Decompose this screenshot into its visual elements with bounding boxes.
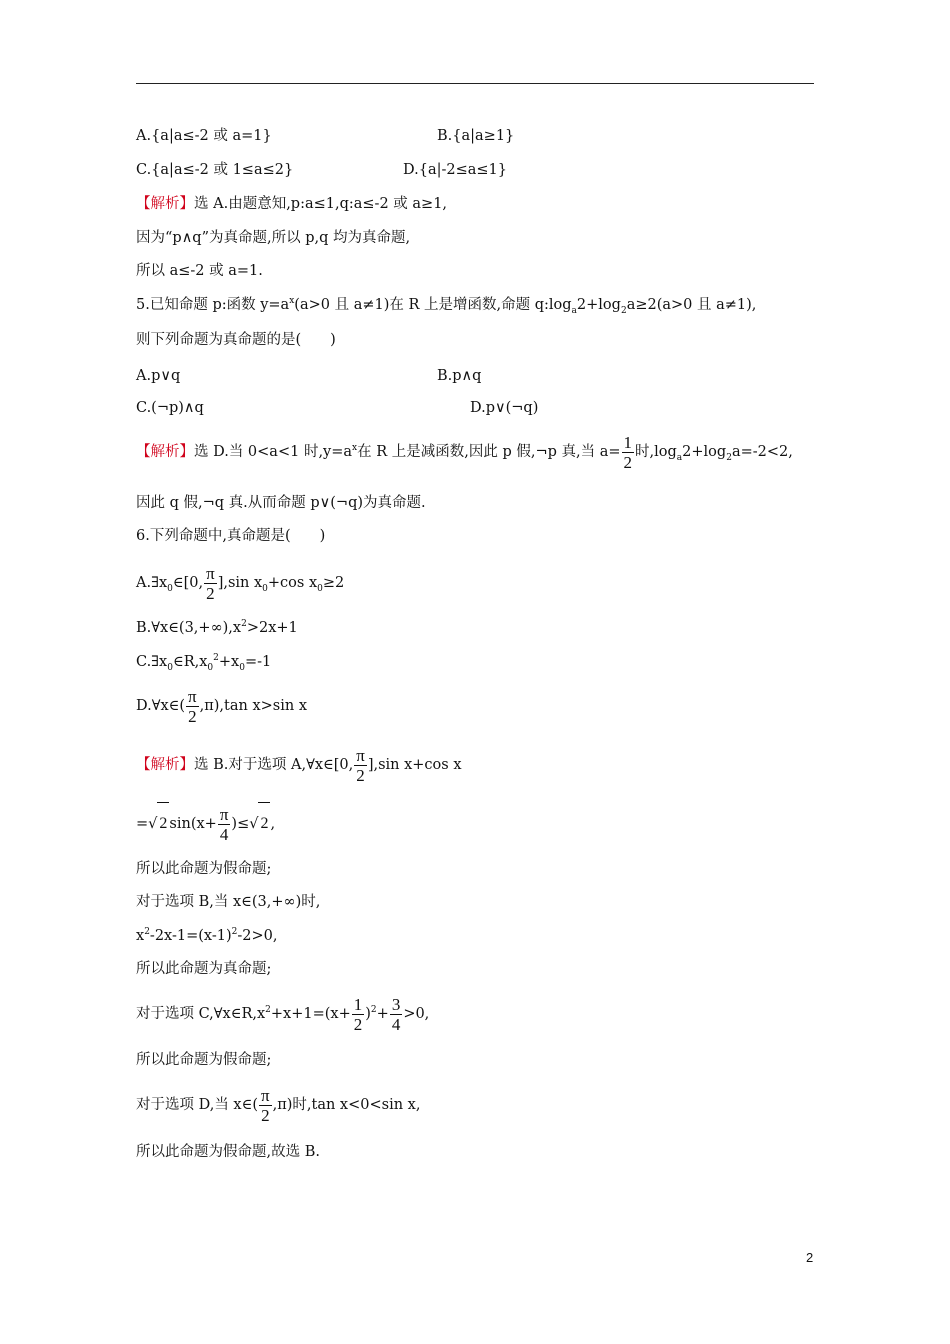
q5-option-b: B.p∧q [437, 368, 482, 384]
q6-explanation-line8: 所以此命题为假命题; [136, 1052, 272, 1068]
fraction-one-half: $\frac{1}{2}$ [353, 994, 363, 1034]
q6-explanation-line5: $x^2-2x-1=(x-1)^2-2>0$, [136, 927, 278, 944]
page-number: 2 [806, 1250, 814, 1265]
q6-option-d: D.∀x∈( $\frac{\pi}{2}$ ,π),tan x>sin x [136, 686, 307, 726]
fraction-pi-over-2: $\frac{\pi}{2}$ [261, 1085, 270, 1125]
q4-option-a: A.{a|a≤-2 或 a=1} [136, 128, 272, 144]
q5-explanation-line1: 【解析】选 D.当 0<a<1 时$,y=a^x$在 R 上是减函数,因此 p 假,¬p 真,当 a= $\frac{1}{2}$ 时$,\log_a2+\log_2a=-2<2$, [136, 432, 793, 472]
q6-option-a: $A.\exists x_0\in[0$, $\frac{\pi}{2}$ ],sin $x_0+\cos$ $x_0\ge 2$ [136, 563, 345, 603]
header-rule [136, 83, 814, 84]
q5-option-a: A.p∨q [136, 368, 181, 384]
q6-explanation-line7: 对于选项 $C,\forall x\in R,x^2+x+1=(x+$ $\frac{1}{2}$ )$^2$+ $\frac{3}{4}$ >0, [136, 994, 430, 1034]
q6-explanation-line9: 对于选项 D,当 x∈( $\frac{\pi}{2}$ ,π)时,tan x<0<sin x, [136, 1085, 421, 1125]
analysis-tag: 【解析】 [136, 757, 194, 773]
q4-explanation-line1: 【解析】选 A.由题意知,p:a≤1,q:a≤-2 或 a≥1, [136, 196, 448, 212]
q6-explanation-line6: 所以此命题为真命题; [136, 961, 272, 977]
q6-explanation-line1: 【解析】选 B.对于选项 A,∀x∈[0, $\frac{\pi}{2}$ ],sin x+cos x [136, 745, 462, 785]
q5-explanation-line2: 因此 q 假,¬q 真.从而命题 p∨(¬q)为真命题. [136, 495, 426, 511]
fraction-one-half: $\frac{1}{2}$ [623, 432, 633, 472]
q4-option-d: D.{a|-2≤a≤1} [403, 162, 507, 178]
q6-option-c: $C.\exists x_0\in R,x_0^2+x_0=-1$ [136, 653, 272, 673]
q6-option-b: $B.\forall x\in(3,+\infty),x^2>2x+1$ [136, 619, 298, 636]
q6-explanation-line10: 所以此命题为假命题,故选 B. [136, 1144, 320, 1160]
q6-explanation-line2: =√ 2 sin(x+ $\frac{\pi}{4}$ )≤√ 2 , [136, 802, 275, 845]
sqrt-icon: √ [148, 816, 158, 832]
q4-option-b: B.{a|a≥1} [437, 128, 515, 144]
analysis-tag: 【解析】 [136, 196, 194, 212]
q6-explanation-line3: 所以此命题为假命题; [136, 861, 272, 877]
q5-stem-line1: 5.已知命题 p:函数 $y=a^x(a>0$ 且 a≠1)在 R 上是增函数,命题 $q:\log_a2+\log_2a\ge 2(a>0$ 且 a≠1), [136, 296, 757, 316]
q5-option-c: C.(¬p)∧q [136, 400, 204, 416]
sqrt-icon: √ [249, 816, 259, 832]
q4-explanation-line3: 所以 a≤-2 或 a=1. [136, 263, 263, 279]
fraction-pi-over-4: $\frac{\pi}{4}$ [219, 804, 229, 844]
fraction-pi-over-2: $\frac{\pi}{2}$ [188, 686, 197, 726]
fraction-pi-over-2: $\frac{\pi}{2}$ [356, 745, 365, 785]
q4-option-c: C.{a|a≤-2 或 1≤a≤2} [136, 162, 294, 178]
q6-stem: 6.下列命题中,真命题是( ) [136, 528, 326, 544]
q5-stem-line2: 则下列命题为真命题的是( ) [136, 332, 336, 348]
q6-explanation-line4: 对于选项 B,当 x∈(3,+∞)时, [136, 894, 321, 910]
fraction-pi-over-2: $\frac{\pi}{2}$ [206, 563, 215, 603]
analysis-tag: 【解析】 [136, 444, 194, 460]
q4-explanation-line2: 因为“p∧q”为真命题,所以 p,q 均为真命题, [136, 230, 411, 246]
fraction-three-quarters: $\frac{3}{4}$ [391, 994, 401, 1034]
q5-option-d: D.p∨(¬q) [470, 400, 539, 416]
